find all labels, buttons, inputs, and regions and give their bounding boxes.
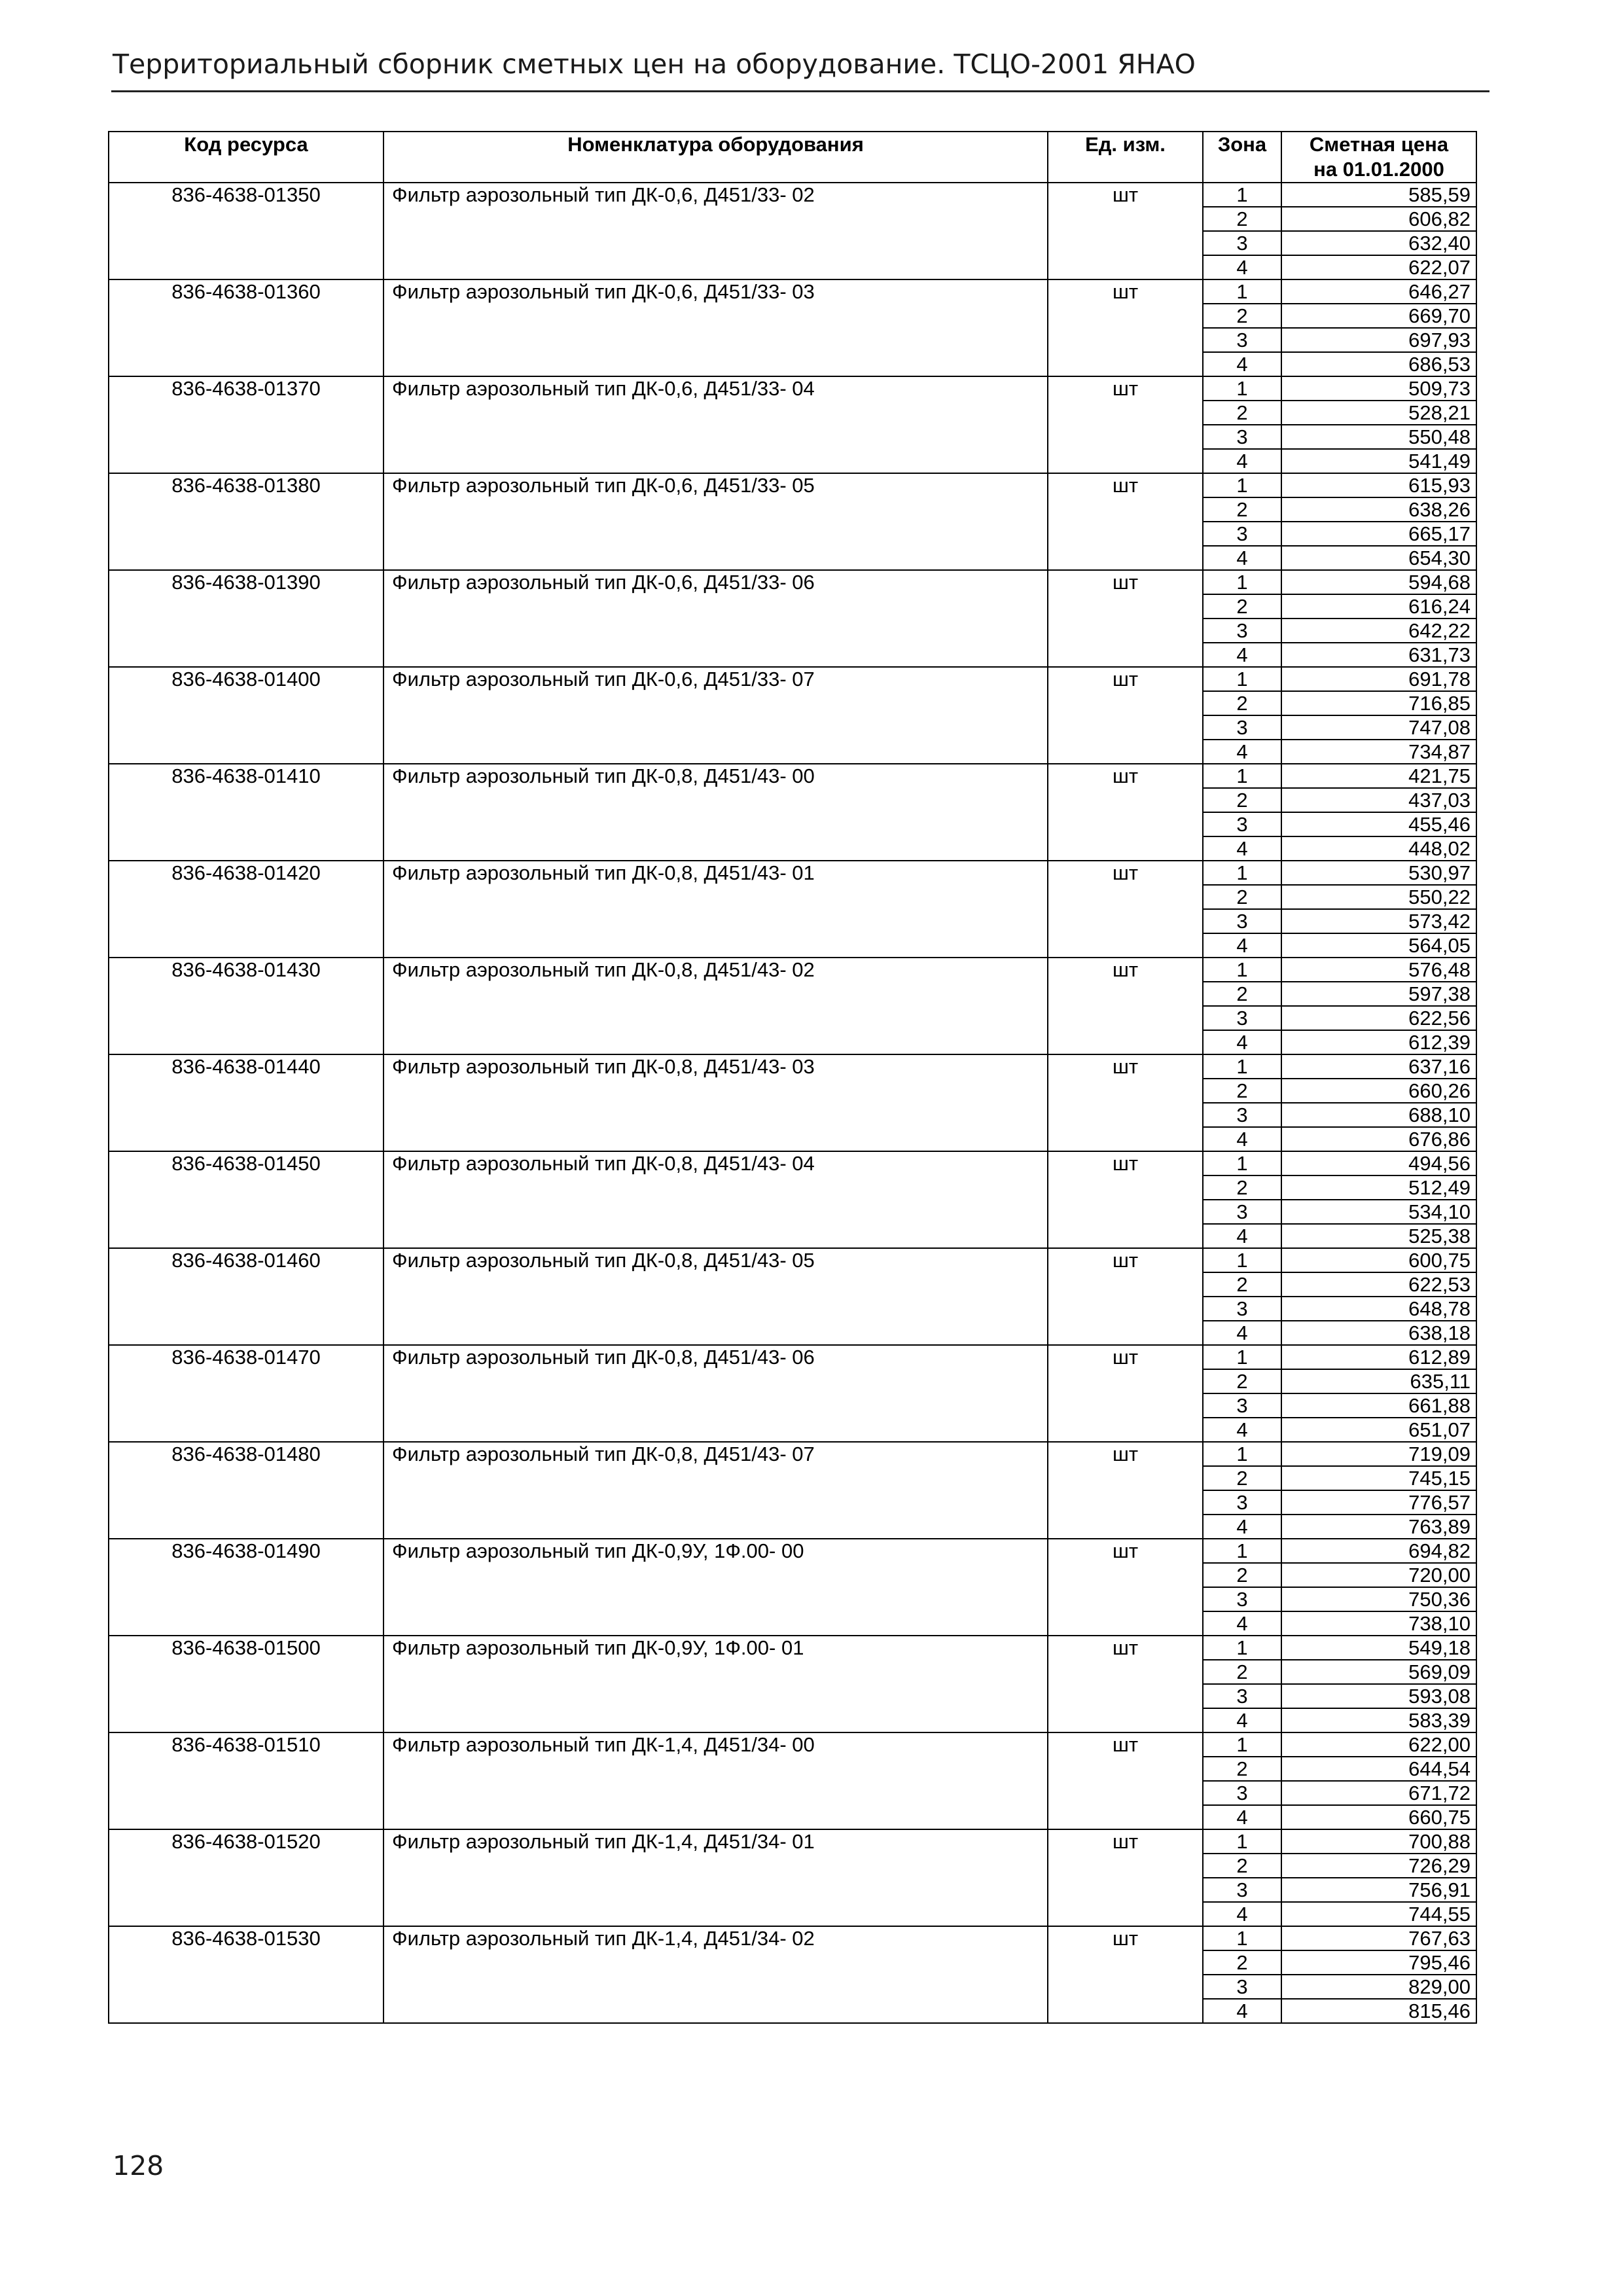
unit-cell: шт	[1048, 1054, 1203, 1151]
zone-cell: 1	[1203, 1732, 1281, 1757]
price-cell: 541,49	[1281, 449, 1476, 473]
price-cell: 585,59	[1281, 183, 1476, 207]
zone-cell: 4	[1203, 1708, 1281, 1732]
table-row	[109, 1442, 1476, 1466]
column-header-code: Код ресурса	[109, 132, 383, 183]
price-cell: 694,82	[1281, 1539, 1476, 1563]
price-cell: 716,85	[1281, 691, 1476, 715]
table-row	[109, 1829, 1476, 1854]
zone-cell: 4	[1203, 1127, 1281, 1151]
unit-cell: шт	[1048, 279, 1203, 376]
zone-cell: 1	[1203, 1248, 1281, 1272]
zone-cell: 3	[1203, 1297, 1281, 1321]
zone-cell: 1	[1203, 1345, 1281, 1369]
zone-cell: 3	[1203, 715, 1281, 740]
resource-code-cell: 836-4638-01520	[109, 1829, 383, 1926]
table-row	[109, 473, 1476, 497]
zone-cell: 1	[1203, 1926, 1281, 1950]
table-row	[109, 764, 1476, 788]
zone-cell: 3	[1203, 909, 1281, 933]
zone-cell: 3	[1203, 522, 1281, 546]
column-header-price	[1281, 132, 1476, 183]
zone-cell: 4	[1203, 1030, 1281, 1054]
price-cell: 569,09	[1281, 1660, 1476, 1684]
zone-cell: 4	[1203, 836, 1281, 861]
price-cell: 756,91	[1281, 1878, 1476, 1902]
price-table	[108, 131, 1477, 2024]
price-cell: 767,63	[1281, 1926, 1476, 1950]
zone-cell: 3	[1203, 1393, 1281, 1418]
price-cell: 642,22	[1281, 619, 1476, 643]
zone-cell: 2	[1203, 594, 1281, 619]
equipment-name-cell: Фильтр аэрозольный тип ДК-0,9У, 1Ф.00- 00	[383, 1539, 1048, 1636]
zone-cell: 3	[1203, 1006, 1281, 1030]
equipment-name-cell: Фильтр аэрозольный тип ДК-0,6, Д451/33- 04	[383, 376, 1048, 473]
equipment-name-cell: Фильтр аэрозольный тип ДК-0,6, Д451/33- 05	[383, 473, 1048, 570]
equipment-name-cell: Фильтр аэрозольный тип ДК-0,8, Д451/43- 00	[383, 764, 1048, 861]
zone-cell: 2	[1203, 885, 1281, 909]
price-cell: 776,57	[1281, 1490, 1476, 1515]
zone-cell: 2	[1203, 1369, 1281, 1393]
price-cell: 697,93	[1281, 328, 1476, 352]
equipment-name-cell: Фильтр аэрозольный тип ДК-0,8, Д451/43- 06	[383, 1345, 1048, 1442]
zone-cell: 3	[1203, 1587, 1281, 1611]
zone-cell: 2	[1203, 1854, 1281, 1878]
price-cell: 795,46	[1281, 1950, 1476, 1975]
price-cell: 421,75	[1281, 764, 1476, 788]
unit-cell: шт	[1048, 1926, 1203, 2023]
equipment-name-cell: Фильтр аэрозольный тип ДК-1,4, Д451/34- 01	[383, 1829, 1048, 1926]
table-body	[109, 183, 1476, 2023]
price-cell: 676,86	[1281, 1127, 1476, 1151]
zone-cell: 4	[1203, 449, 1281, 473]
price-cell: 744,55	[1281, 1902, 1476, 1926]
zone-cell: 2	[1203, 1466, 1281, 1490]
unit-cell: шт	[1048, 183, 1203, 279]
price-cell: 648,78	[1281, 1297, 1476, 1321]
resource-code-cell: 836-4638-01410	[109, 764, 383, 861]
column-header-zone: Зона	[1203, 132, 1281, 183]
resource-code-cell: 836-4638-01360	[109, 279, 383, 376]
zone-cell: 1	[1203, 764, 1281, 788]
column-header-price-line1: Сметная цена	[1309, 133, 1449, 156]
unit-cell: шт	[1048, 1732, 1203, 1829]
equipment-name-cell: Фильтр аэрозольный тип ДК-0,8, Д451/43- 07	[383, 1442, 1048, 1539]
zone-cell: 4	[1203, 1224, 1281, 1248]
zone-cell: 2	[1203, 304, 1281, 328]
zone-cell: 2	[1203, 1272, 1281, 1297]
price-cell: 719,09	[1281, 1442, 1476, 1466]
price-cell: 512,49	[1281, 1175, 1476, 1200]
price-cell: 622,56	[1281, 1006, 1476, 1030]
price-cell: 720,00	[1281, 1563, 1476, 1587]
page-header-title: Территориальный сборник сметных цен на оборудование. ТСЦО-2001 ЯНАО	[113, 48, 1196, 80]
resource-code-cell: 836-4638-01530	[109, 1926, 383, 2023]
price-cell: 646,27	[1281, 279, 1476, 304]
zone-cell: 3	[1203, 1878, 1281, 1902]
price-cell: 622,00	[1281, 1732, 1476, 1757]
resource-code-cell: 836-4638-01390	[109, 570, 383, 667]
price-cell: 638,26	[1281, 497, 1476, 522]
price-cell: 829,00	[1281, 1975, 1476, 1999]
zone-cell: 3	[1203, 1103, 1281, 1127]
resource-code-cell: 836-4638-01370	[109, 376, 383, 473]
zone-cell: 3	[1203, 328, 1281, 352]
table-row	[109, 183, 1476, 207]
resource-code-cell: 836-4638-01460	[109, 1248, 383, 1345]
table-header	[109, 132, 1476, 183]
table-row	[109, 861, 1476, 885]
price-cell: 660,75	[1281, 1805, 1476, 1829]
table-row	[109, 376, 1476, 401]
zone-cell: 3	[1203, 1200, 1281, 1224]
table-row	[109, 1345, 1476, 1369]
zone-cell: 1	[1203, 570, 1281, 594]
zone-cell: 4	[1203, 1515, 1281, 1539]
resource-code-cell: 836-4638-01380	[109, 473, 383, 570]
equipment-name-cell: Фильтр аэрозольный тип ДК-0,8, Д451/43- 01	[383, 861, 1048, 958]
unit-cell: шт	[1048, 1829, 1203, 1926]
unit-cell: шт	[1048, 958, 1203, 1054]
column-header-unit: Ед. изм.	[1048, 132, 1203, 183]
zone-cell: 4	[1203, 740, 1281, 764]
zone-cell: 1	[1203, 958, 1281, 982]
price-cell: 654,30	[1281, 546, 1476, 570]
zone-cell: 1	[1203, 183, 1281, 207]
zone-cell: 1	[1203, 1054, 1281, 1079]
equipment-name-cell: Фильтр аэрозольный тип ДК-0,6, Д451/33- 03	[383, 279, 1048, 376]
equipment-name-cell: Фильтр аэрозольный тип ДК-0,8, Д451/43- 04	[383, 1151, 1048, 1248]
zone-cell: 1	[1203, 667, 1281, 691]
price-cell: 573,42	[1281, 909, 1476, 933]
price-cell: 549,18	[1281, 1636, 1476, 1660]
resource-code-cell: 836-4638-01490	[109, 1539, 383, 1636]
price-cell: 612,39	[1281, 1030, 1476, 1054]
price-cell: 528,21	[1281, 401, 1476, 425]
zone-cell: 3	[1203, 619, 1281, 643]
price-cell: 550,48	[1281, 425, 1476, 449]
zone-cell: 1	[1203, 861, 1281, 885]
zone-cell: 4	[1203, 933, 1281, 958]
price-cell: 612,89	[1281, 1345, 1476, 1369]
unit-cell: шт	[1048, 861, 1203, 958]
zone-cell: 4	[1203, 1611, 1281, 1636]
equipment-name-cell: Фильтр аэрозольный тип ДК-0,8, Д451/43- 05	[383, 1248, 1048, 1345]
price-cell: 686,53	[1281, 352, 1476, 376]
unit-cell: шт	[1048, 1345, 1203, 1442]
zone-cell: 1	[1203, 279, 1281, 304]
unit-cell: шт	[1048, 376, 1203, 473]
unit-cell: шт	[1048, 1151, 1203, 1248]
resource-code-cell: 836-4638-01500	[109, 1636, 383, 1732]
zone-cell: 2	[1203, 1563, 1281, 1587]
zone-cell: 2	[1203, 1950, 1281, 1975]
price-cell: 726,29	[1281, 1854, 1476, 1878]
unit-cell: шт	[1048, 1248, 1203, 1345]
price-cell: 660,26	[1281, 1079, 1476, 1103]
zone-cell: 1	[1203, 1636, 1281, 1660]
zone-cell: 3	[1203, 1781, 1281, 1805]
price-cell: 437,03	[1281, 788, 1476, 812]
price-cell: 691,78	[1281, 667, 1476, 691]
price-cell: 632,40	[1281, 231, 1476, 255]
price-cell: 534,10	[1281, 1200, 1476, 1224]
zone-cell: 2	[1203, 1660, 1281, 1684]
zone-cell: 3	[1203, 231, 1281, 255]
zone-cell: 2	[1203, 1175, 1281, 1200]
unit-cell: шт	[1048, 1442, 1203, 1539]
zone-cell: 2	[1203, 788, 1281, 812]
price-cell: 635,11	[1281, 1369, 1476, 1393]
price-cell: 669,70	[1281, 304, 1476, 328]
price-cell: 622,53	[1281, 1272, 1476, 1297]
zone-cell: 2	[1203, 207, 1281, 231]
price-cell: 734,87	[1281, 740, 1476, 764]
price-cell: 622,07	[1281, 255, 1476, 279]
table-row	[109, 1151, 1476, 1175]
unit-cell: шт	[1048, 764, 1203, 861]
zone-cell: 1	[1203, 473, 1281, 497]
price-cell: 494,56	[1281, 1151, 1476, 1175]
price-cell: 455,46	[1281, 812, 1476, 836]
zone-cell: 3	[1203, 1490, 1281, 1515]
zone-cell: 4	[1203, 1321, 1281, 1345]
price-cell: 763,89	[1281, 1515, 1476, 1539]
zone-cell: 4	[1203, 546, 1281, 570]
resource-code-cell: 836-4638-01450	[109, 1151, 383, 1248]
resource-code-cell: 836-4638-01510	[109, 1732, 383, 1829]
price-cell: 564,05	[1281, 933, 1476, 958]
price-cell: 576,48	[1281, 958, 1476, 982]
zone-cell: 3	[1203, 812, 1281, 836]
equipment-name-cell: Фильтр аэрозольный тип ДК-0,8, Д451/43- 02	[383, 958, 1048, 1054]
price-cell: 644,54	[1281, 1757, 1476, 1781]
price-cell: 747,08	[1281, 715, 1476, 740]
price-cell: 637,16	[1281, 1054, 1476, 1079]
table-row	[109, 1926, 1476, 1950]
equipment-name-cell: Фильтр аэрозольный тип ДК-1,4, Д451/34- 00	[383, 1732, 1048, 1829]
unit-cell: шт	[1048, 570, 1203, 667]
unit-cell: шт	[1048, 1636, 1203, 1732]
equipment-name-cell: Фильтр аэрозольный тип ДК-0,6, Д451/33- 06	[383, 570, 1048, 667]
zone-cell: 2	[1203, 982, 1281, 1006]
zone-cell: 1	[1203, 376, 1281, 401]
zone-cell: 4	[1203, 255, 1281, 279]
price-cell: 661,88	[1281, 1393, 1476, 1418]
price-cell: 600,75	[1281, 1248, 1476, 1272]
zone-cell: 2	[1203, 1079, 1281, 1103]
resource-code-cell: 836-4638-01420	[109, 861, 383, 958]
price-cell: 616,24	[1281, 594, 1476, 619]
resource-code-cell: 836-4638-01440	[109, 1054, 383, 1151]
zone-cell: 3	[1203, 1684, 1281, 1708]
table-row	[109, 1054, 1476, 1079]
price-cell: 550,22	[1281, 885, 1476, 909]
equipment-name-cell: Фильтр аэрозольный тип ДК-0,8, Д451/43- 03	[383, 1054, 1048, 1151]
equipment-name-cell: Фильтр аэрозольный тип ДК-0,6, Д451/33- 07	[383, 667, 1048, 764]
zone-cell: 3	[1203, 425, 1281, 449]
table-row	[109, 279, 1476, 304]
price-cell: 448,02	[1281, 836, 1476, 861]
resource-code-cell: 836-4638-01400	[109, 667, 383, 764]
equipment-name-cell: Фильтр аэрозольный тип ДК-1,4, Д451/34- 02	[383, 1926, 1048, 2023]
column-header-name: Номенклатура оборудования	[383, 132, 1048, 183]
price-cell: 688,10	[1281, 1103, 1476, 1127]
price-cell: 651,07	[1281, 1418, 1476, 1442]
zone-cell: 4	[1203, 1902, 1281, 1926]
zone-cell: 1	[1203, 1829, 1281, 1854]
zone-cell: 1	[1203, 1442, 1281, 1466]
table-row	[109, 570, 1476, 594]
price-cell: 530,97	[1281, 861, 1476, 885]
equipment-name-cell: Фильтр аэрозольный тип ДК-0,6, Д451/33- 02	[383, 183, 1048, 279]
equipment-name-cell: Фильтр аэрозольный тип ДК-0,9У, 1Ф.00- 01	[383, 1636, 1048, 1732]
price-cell: 700,88	[1281, 1829, 1476, 1854]
zone-cell: 1	[1203, 1151, 1281, 1175]
zone-cell: 4	[1203, 1418, 1281, 1442]
table-row	[109, 958, 1476, 982]
price-cell: 594,68	[1281, 570, 1476, 594]
zone-cell: 4	[1203, 352, 1281, 376]
table-row	[109, 1732, 1476, 1757]
resource-code-cell: 836-4638-01480	[109, 1442, 383, 1539]
price-cell: 665,17	[1281, 522, 1476, 546]
price-cell: 738,10	[1281, 1611, 1476, 1636]
table-row	[109, 1636, 1476, 1660]
zone-cell: 3	[1203, 1975, 1281, 1999]
zone-cell: 4	[1203, 643, 1281, 667]
table-row	[109, 1248, 1476, 1272]
price-cell: 745,15	[1281, 1466, 1476, 1490]
price-cell: 671,72	[1281, 1781, 1476, 1805]
zone-cell: 4	[1203, 1999, 1281, 2023]
zone-cell: 2	[1203, 401, 1281, 425]
price-cell: 638,18	[1281, 1321, 1476, 1345]
price-cell: 815,46	[1281, 1999, 1476, 2023]
table-row	[109, 1539, 1476, 1563]
page-number: 128	[113, 2150, 164, 2181]
column-header-price-line2: на 01.01.2000	[1313, 158, 1444, 181]
price-cell: 615,93	[1281, 473, 1476, 497]
resource-code-cell: 836-4638-01350	[109, 183, 383, 279]
zone-cell: 2	[1203, 691, 1281, 715]
zone-cell: 2	[1203, 497, 1281, 522]
unit-cell: шт	[1048, 473, 1203, 570]
price-cell: 593,08	[1281, 1684, 1476, 1708]
price-cell: 583,39	[1281, 1708, 1476, 1732]
unit-cell: шт	[1048, 1539, 1203, 1636]
unit-cell: шт	[1048, 667, 1203, 764]
table-row	[109, 667, 1476, 691]
price-cell: 525,38	[1281, 1224, 1476, 1248]
resource-code-cell: 836-4638-01470	[109, 1345, 383, 1442]
price-cell: 597,38	[1281, 982, 1476, 1006]
header-divider	[111, 90, 1489, 92]
price-cell: 750,36	[1281, 1587, 1476, 1611]
zone-cell: 2	[1203, 1757, 1281, 1781]
zone-cell: 4	[1203, 1805, 1281, 1829]
price-cell: 606,82	[1281, 207, 1476, 231]
price-cell: 631,73	[1281, 643, 1476, 667]
price-cell: 509,73	[1281, 376, 1476, 401]
resource-code-cell: 836-4638-01430	[109, 958, 383, 1054]
zone-cell: 1	[1203, 1539, 1281, 1563]
